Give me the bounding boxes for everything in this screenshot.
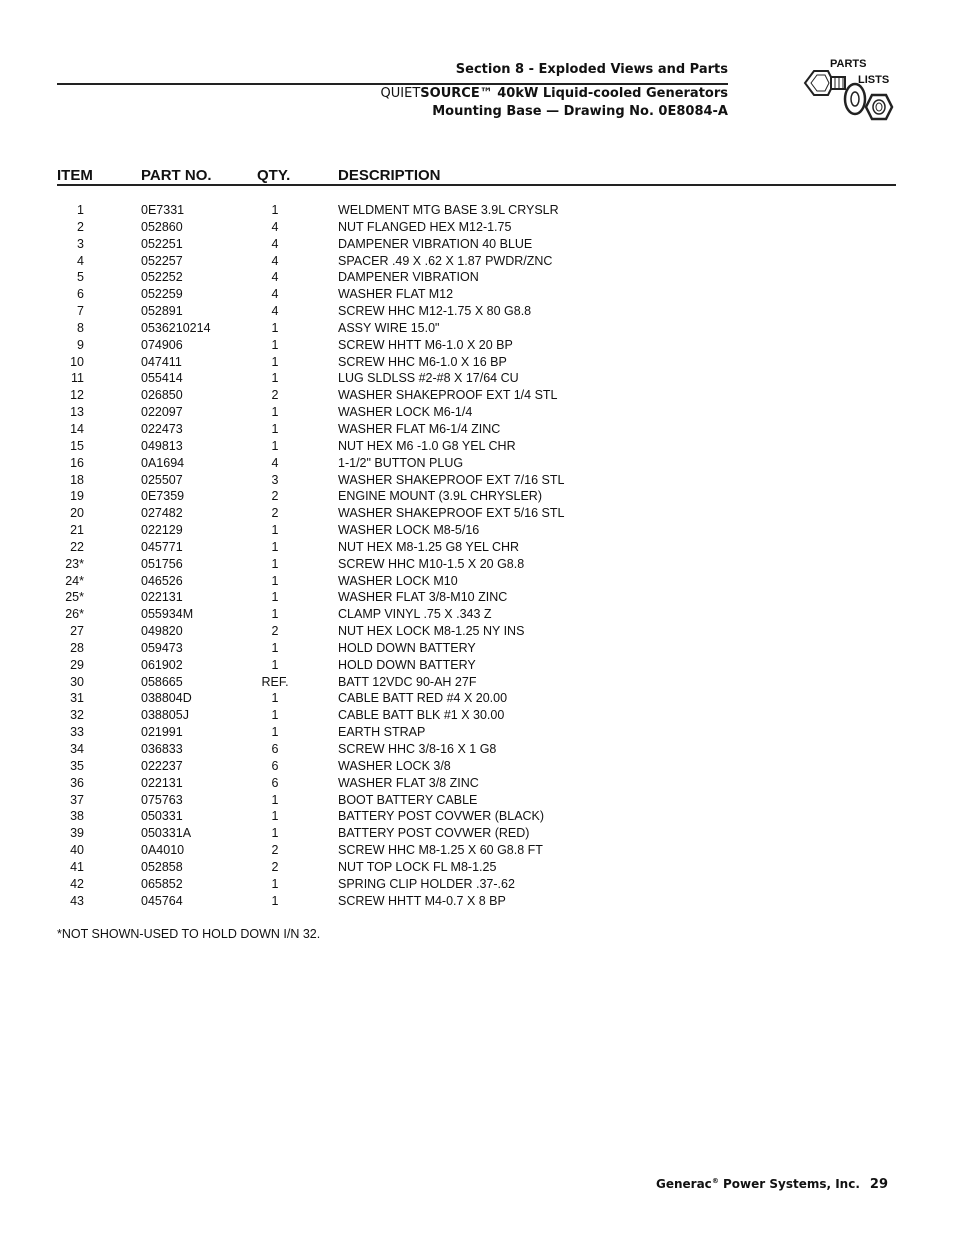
description-cell: SCREW HHC M12-1.75 X 80 G8.8	[338, 304, 532, 319]
item-number-cell: 2	[77, 219, 84, 234]
item-number-cell: 8	[77, 320, 84, 335]
table-row	[0, 842, 954, 859]
part-number-cell: 022473	[141, 421, 183, 436]
item-number-cell: 22	[70, 539, 84, 554]
item-number-cell: 9	[77, 337, 84, 352]
description-cell: NUT HEX M6 -1.0 G8 YEL CHR	[338, 438, 516, 453]
footer-registered-mark: ®	[711, 1177, 719, 1185]
part-number-cell: 074906	[141, 337, 183, 352]
quantity-cell: 2	[271, 624, 279, 639]
part-number-cell: 061902	[141, 657, 183, 672]
quantity-cell: 1	[271, 809, 279, 824]
description-cell: ASSY WIRE 15.0"	[338, 320, 440, 335]
part-number-cell: 049813	[141, 438, 183, 453]
part-number-cell: 052257	[141, 253, 183, 268]
quantity-cell: 1	[271, 725, 279, 740]
quantity-cell: 1	[271, 876, 279, 891]
table-header	[0, 167, 954, 185]
quantity-cell: 1	[271, 421, 279, 436]
item-number-cell: 11	[71, 371, 84, 386]
part-number-cell: 036833	[141, 742, 183, 756]
document-subtitle	[381, 86, 728, 101]
table-row	[0, 573, 954, 590]
part-number-cell: 022131	[141, 775, 183, 790]
part-number-cell: 038805J	[141, 708, 189, 723]
quantity-cell: 2	[271, 859, 279, 874]
description-cell: SCREW HHC M8-1.25 X 60 G8.8 FT	[338, 843, 543, 858]
part-number-cell: 052252	[141, 270, 183, 285]
quantity-cell: 4	[271, 253, 279, 268]
part-number-cell: 055414	[141, 371, 183, 386]
header-qty: QTY.	[257, 167, 291, 184]
table-row	[0, 825, 954, 842]
table-row	[0, 236, 954, 253]
description-cell: SCREW HHC 3/8-16 X 1 G8	[338, 742, 497, 756]
quantity-cell: REF.	[261, 674, 289, 689]
part-number-cell: 0A4010	[141, 843, 185, 858]
item-number-cell: 24*	[65, 573, 84, 588]
table-row	[0, 606, 954, 623]
description-cell: SCREW HHC M6-1.0 X 16 BP	[338, 354, 507, 369]
description-cell: CABLE BATT BLK #1 X 30.00	[338, 708, 505, 723]
part-number-cell: 055934M	[141, 607, 194, 622]
item-number-cell: 33	[70, 725, 84, 740]
item-number-cell: 40	[70, 843, 84, 858]
logo-line1: PARTS	[830, 58, 867, 70]
part-number-cell: 027482	[141, 506, 183, 521]
part-number-cell: 065852	[141, 876, 183, 891]
quantity-cell: 1	[271, 691, 279, 706]
table-row	[0, 657, 954, 674]
part-number-cell: 046526	[141, 573, 183, 588]
description-cell: LUG SLDLSS #2-#8 X 17/64 CU	[338, 371, 519, 386]
table-row	[0, 792, 954, 809]
description-cell: NUT FLANGED HEX M12-1.75	[338, 219, 512, 234]
part-number-cell: 022097	[141, 405, 183, 420]
item-number-cell: 43	[70, 893, 84, 908]
part-number-cell: 022129	[141, 523, 183, 538]
item-number-cell: 20	[70, 506, 84, 521]
description-cell: SPRING CLIP HOLDER .37-.62	[338, 876, 515, 891]
part-number-cell: 045771	[141, 539, 183, 554]
washer-icon	[845, 84, 865, 114]
quantity-cell: 4	[271, 270, 279, 285]
item-number-cell: 5	[77, 270, 84, 285]
table-row	[0, 758, 954, 775]
quantity-cell: 3	[271, 472, 279, 487]
item-number-cell: 12	[70, 388, 84, 403]
item-number-cell: 29	[70, 657, 84, 672]
quantity-cell: 6	[271, 775, 279, 790]
item-number-cell: 25*	[65, 590, 84, 605]
section-title: Section 8 - Exploded Views and Parts	[455, 62, 728, 77]
description-cell: SPACER .49 X .62 X 1.87 PWDR/ZNC	[338, 253, 553, 268]
quantity-cell: 1	[271, 708, 279, 723]
quantity-cell: 2	[271, 489, 279, 504]
part-number-cell: 052259	[141, 287, 183, 302]
quantity-cell: 6	[271, 758, 279, 773]
part-number-cell: 021991	[141, 725, 183, 740]
quantity-cell: 1	[271, 556, 279, 571]
item-number-cell: 41	[70, 859, 84, 874]
item-number-cell: 27	[70, 624, 84, 639]
logo-line2: LISTS	[858, 74, 890, 86]
item-number-cell: 13	[70, 405, 84, 420]
description-cell: BATTERY POST COVWER (BLACK)	[338, 809, 545, 824]
table-row	[0, 876, 954, 893]
description-cell: HOLD DOWN BATTERY	[338, 640, 476, 655]
description-cell: NUT HEX LOCK M8-1.25 NY INS	[338, 624, 525, 639]
quantity-cell: 1	[271, 539, 279, 554]
table-row	[0, 286, 954, 303]
bolt-icon	[805, 71, 845, 95]
table-row	[0, 387, 954, 404]
description-cell: NUT TOP LOCK FL M8-1.25	[338, 859, 497, 874]
part-number-cell: 025507	[141, 472, 183, 487]
subtitle-brand-bold: SOURCE	[420, 86, 480, 101]
part-number-cell: 052891	[141, 304, 183, 319]
parts-table-body	[0, 202, 954, 909]
page-number: 29	[869, 1177, 888, 1192]
item-number-cell: 37	[70, 792, 84, 807]
quantity-cell: 2	[271, 388, 279, 403]
table-row	[0, 253, 954, 270]
table-row	[0, 690, 954, 707]
table-row	[0, 640, 954, 657]
quantity-cell: 1	[271, 523, 279, 538]
part-number-cell: 050331A	[141, 826, 192, 841]
part-number-cell: 047411	[141, 354, 182, 369]
item-number-cell: 32	[70, 708, 84, 723]
table-row	[0, 893, 954, 910]
item-number-cell: 42	[70, 876, 84, 891]
quantity-cell: 4	[271, 287, 279, 302]
item-number-cell: 7	[77, 304, 84, 319]
table-row	[0, 741, 954, 758]
description-cell: WASHER SHAKEPROOF EXT 5/16 STL	[338, 506, 565, 521]
item-number-cell: 19	[70, 489, 84, 504]
description-cell: WASHER SHAKEPROOF EXT 7/16 STL	[338, 472, 565, 487]
description-cell: DAMPENER VIBRATION 40 BLUE	[338, 236, 533, 251]
item-number-cell: 36	[70, 775, 84, 790]
drawing-title: Mounting Base — Drawing No. 0E8084-A	[432, 104, 728, 119]
item-number-cell: 39	[70, 826, 84, 841]
description-cell: WASHER LOCK M8-5/16	[338, 523, 480, 538]
description-cell: 1-1/2" BUTTON PLUG	[338, 455, 464, 470]
part-number-cell: 045764	[141, 893, 183, 908]
description-cell: EARTH STRAP	[338, 725, 426, 740]
item-number-cell: 21	[70, 523, 84, 538]
table-row	[0, 303, 954, 320]
part-number-cell: 052251	[141, 236, 183, 251]
quantity-cell: 2	[271, 506, 279, 521]
item-number-cell: 10	[70, 354, 84, 369]
quantity-cell: 1	[271, 371, 279, 386]
item-number-cell: 3	[77, 236, 84, 251]
table-header-rule	[57, 184, 896, 186]
description-cell: CLAMP VINYL .75 X .343 Z	[338, 607, 492, 622]
part-number-cell: 0E7359	[141, 489, 185, 504]
part-number-cell: 0E7331	[141, 203, 185, 217]
description-cell: WASHER SHAKEPROOF EXT 1/4 STL	[338, 388, 558, 403]
item-number-cell: 15	[70, 438, 84, 453]
header-part-no: PART NO.	[141, 167, 212, 184]
quantity-cell: 1	[271, 590, 279, 605]
description-cell: HOLD DOWN BATTERY	[338, 657, 476, 672]
quantity-cell: 1	[271, 354, 279, 369]
quantity-cell: 6	[271, 742, 279, 756]
table-row	[0, 472, 954, 489]
table-row	[0, 859, 954, 876]
table-row	[0, 707, 954, 724]
quantity-cell: 1	[271, 607, 279, 622]
description-cell: BOOT BATTERY CABLE	[338, 792, 478, 807]
header-item: ITEM	[57, 167, 93, 184]
table-row	[0, 808, 954, 825]
description-cell: NUT HEX M8-1.25 G8 YEL CHR	[338, 539, 520, 554]
table-row	[0, 556, 954, 573]
description-cell: SCREW HHTT M4-0.7 X 8 BP	[338, 893, 506, 908]
quantity-cell: 4	[271, 236, 279, 251]
part-number-cell: 022237	[141, 758, 183, 773]
quantity-cell: 1	[271, 792, 279, 807]
part-number-cell: 026850	[141, 388, 183, 403]
subtitle-rest: ™ 40kW Liquid-cooled Generators	[479, 86, 728, 101]
quantity-cell: 1	[271, 438, 279, 453]
item-number-cell: 34	[70, 742, 84, 756]
part-number-cell: 052858	[141, 859, 183, 874]
table-row	[0, 421, 954, 438]
nut-icon	[866, 95, 892, 119]
table-row	[0, 438, 954, 455]
description-cell: WASHER FLAT M6-1/4 ZINC	[338, 421, 501, 436]
table-row	[0, 337, 954, 354]
table-row	[0, 404, 954, 421]
table-row	[0, 269, 954, 286]
quantity-cell: 1	[271, 893, 279, 908]
part-number-cell: 049820	[141, 624, 183, 639]
item-number-cell: 14	[70, 421, 84, 436]
item-number-cell: 28	[70, 640, 84, 655]
part-number-cell: 022131	[141, 590, 183, 605]
table-row	[0, 724, 954, 741]
quantity-cell: 1	[271, 826, 279, 841]
item-number-cell: 35	[70, 758, 84, 773]
table-row	[0, 202, 954, 219]
table-row	[0, 219, 954, 236]
quantity-cell: 4	[271, 455, 279, 470]
item-number-cell: 38	[70, 809, 84, 824]
table-row	[0, 623, 954, 640]
table-row	[0, 354, 954, 371]
item-number-cell: 4	[77, 253, 84, 268]
description-cell: WASHER LOCK M10	[338, 573, 458, 588]
table-row	[0, 539, 954, 556]
description-cell: CABLE BATT RED #4 X 20.00	[338, 691, 508, 706]
table-row	[0, 488, 954, 505]
table-row	[0, 522, 954, 539]
quantity-cell: 1	[271, 573, 279, 588]
quantity-cell: 1	[271, 203, 279, 217]
header-rule	[57, 83, 728, 85]
footer-company: Generac	[656, 1177, 712, 1191]
part-number-cell: 052860	[141, 219, 183, 234]
quantity-cell: 1	[271, 320, 279, 335]
item-number-cell: 30	[70, 674, 84, 689]
item-number-cell: 31	[70, 691, 84, 706]
table-row	[0, 505, 954, 522]
description-cell: DAMPENER VIBRATION	[338, 270, 479, 285]
description-cell: WASHER FLAT M12	[338, 287, 454, 302]
part-number-cell: 058665	[141, 674, 183, 689]
table-row	[0, 674, 954, 691]
part-number-cell: 075763	[141, 792, 183, 807]
part-number-cell: 059473	[141, 640, 183, 655]
part-number-cell: 050331	[141, 809, 183, 824]
item-number-cell: 23*	[65, 556, 84, 571]
subtitle-brand-light: QUIET	[380, 86, 421, 101]
item-number-cell: 1	[77, 203, 84, 217]
description-cell: WASHER FLAT 3/8-M10 ZINC	[338, 590, 508, 605]
item-number-cell: 16	[70, 455, 84, 470]
item-number-cell: 18	[70, 472, 84, 487]
quantity-cell: 2	[271, 843, 279, 858]
item-number-cell: 6	[77, 287, 84, 302]
quantity-cell: 4	[271, 304, 279, 319]
description-cell: WASHER LOCK 3/8	[338, 758, 451, 773]
description-cell: WASHER FLAT 3/8 ZINC	[338, 775, 479, 790]
quantity-cell: 1	[271, 640, 279, 655]
quantity-cell: 1	[271, 405, 279, 420]
description-cell: SCREW HHTT M6-1.0 X 20 BP	[338, 337, 513, 352]
part-number-cell: 0536210214	[141, 320, 211, 335]
footnote: *NOT SHOWN-USED TO HOLD DOWN I/N 32.	[57, 927, 321, 941]
table-row	[0, 589, 954, 606]
part-number-cell: 038804D	[141, 691, 192, 706]
table-row	[0, 775, 954, 792]
description-cell: SCREW HHC M10-1.5 X 20 G8.8	[338, 556, 525, 571]
page-footer	[656, 1177, 888, 1192]
table-row	[0, 320, 954, 337]
description-cell: BATTERY POST COVWER (RED)	[338, 826, 530, 841]
description-cell: BATT 12VDC 90-AH 27F	[338, 674, 477, 689]
quantity-cell: 4	[271, 219, 279, 234]
item-number-cell: 26*	[65, 607, 84, 622]
part-number-cell: 0A1694	[141, 455, 185, 470]
parts-lists-logo	[800, 55, 900, 131]
description-cell: WASHER LOCK M6-1/4	[338, 405, 473, 420]
quantity-cell: 1	[271, 337, 279, 352]
footer-company-rest: Power Systems, Inc.	[718, 1177, 860, 1191]
header-description: DESCRIPTION	[338, 167, 441, 184]
table-row	[0, 370, 954, 387]
part-number-cell: 051756	[141, 556, 183, 571]
table-row	[0, 455, 954, 472]
description-cell: ENGINE MOUNT (3.9L CHRYSLER)	[338, 489, 542, 504]
description-cell: WELDMENT MTG BASE 3.9L CRYSLR	[338, 203, 559, 217]
quantity-cell: 1	[271, 657, 279, 672]
